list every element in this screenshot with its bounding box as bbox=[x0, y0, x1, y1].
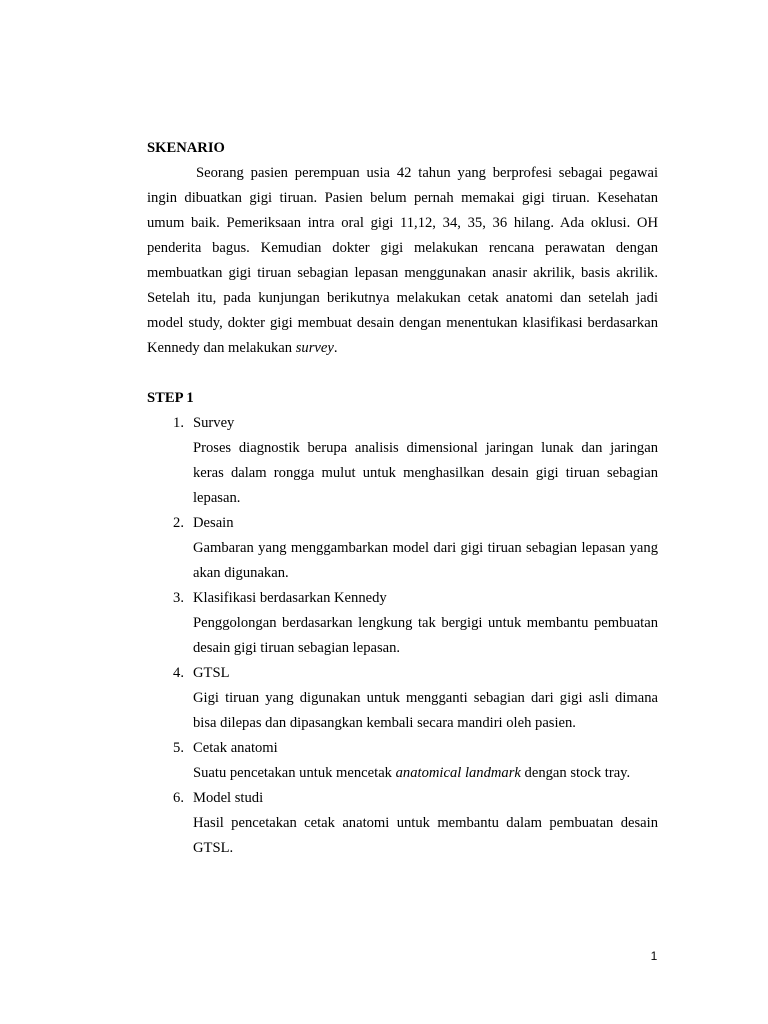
list-item bbox=[147, 661, 658, 736]
document-body bbox=[147, 136, 658, 861]
scenario-paragraph bbox=[147, 161, 658, 361]
term-title: Model studi bbox=[193, 790, 264, 806]
list-number: 4. bbox=[173, 665, 184, 681]
scenario-italic-term: survey bbox=[295, 340, 334, 356]
list-number: 6. bbox=[173, 790, 184, 806]
page-number: 1 bbox=[650, 949, 658, 963]
list-item bbox=[147, 736, 658, 786]
term-title: Cetak anatomi bbox=[193, 740, 278, 756]
list-number: 1. bbox=[173, 415, 184, 431]
list-item bbox=[147, 586, 658, 661]
section-heading-step: STEP 1 bbox=[147, 390, 194, 406]
scenario-text: Seorang pasien perempuan usia 42 tahun yang berprofesi sebagai pegawai ingin dibuatkan gigi tiruan. Pasien belum pernah memakai gigi tiruan. Kesehatan umum baik. Pemeriksaan intra oral gigi 11,12, 34, 35, 36 hilang. Ada oklusi. OH penderita bagus. Kemudian dokter gigi melakukan rencana perawatan dengan membuatkan gigi tiruan sebagian lepasan menggunakan anasir akrilik, basis akrilik. Setelah itu, pada kunjungan berikutnya melakukan cetak anatomi dan setelah jadi model study, dokter gigi membuat desain dengan menentukan klasifikasi berdasarkan Kennedy dan melakukan bbox=[147, 165, 658, 356]
term-definition: Proses diagnostik berupa analisis dimensional jaringan lunak dan jaringan keras dalam rongga mulut untuk menghasilkan desain gigi tiruan sebagian lepasan. bbox=[193, 440, 658, 506]
list-number: 5. bbox=[173, 740, 184, 756]
list-item bbox=[147, 511, 658, 586]
term-definition: Hasil pencetakan cetak anatomi untuk membantu dalam pembuatan desain GTSL. bbox=[193, 815, 658, 856]
list-number: 2. bbox=[173, 515, 184, 531]
list-item bbox=[147, 786, 658, 861]
section-heading-skenario: SKENARIO bbox=[147, 140, 225, 156]
list-number: 3. bbox=[173, 590, 184, 606]
term-title: Desain bbox=[193, 515, 234, 531]
term-definition bbox=[193, 761, 658, 786]
term-definition-italic: anatomical landmark bbox=[395, 765, 521, 781]
term-title: GTSL bbox=[193, 665, 230, 681]
list-item bbox=[147, 411, 658, 511]
term-title: Survey bbox=[193, 415, 235, 431]
term-definition: Penggolongan berdasarkan lengkung tak bergigi untuk membantu pembuatan desain gigi tiruan sebagian lepasan. bbox=[193, 615, 658, 656]
scenario-text-end: . bbox=[333, 340, 338, 356]
term-definition-text: Suatu pencetakan untuk mencetak bbox=[193, 765, 396, 781]
term-definition: Gigi tiruan yang digunakan untuk mengganti sebagian dari gigi asli dimana bisa dilepas dan dipasangkan kembali secara mandiri oleh pasien. bbox=[193, 690, 658, 731]
terms-list bbox=[147, 411, 658, 861]
term-definition: Gambaran yang menggambarkan model dari gigi tiruan sebagian lepasan yang akan digunakan. bbox=[193, 540, 658, 581]
term-definition-text-end: dengan stock tray. bbox=[520, 765, 631, 781]
term-title: Klasifikasi berdasarkan Kennedy bbox=[193, 590, 387, 606]
